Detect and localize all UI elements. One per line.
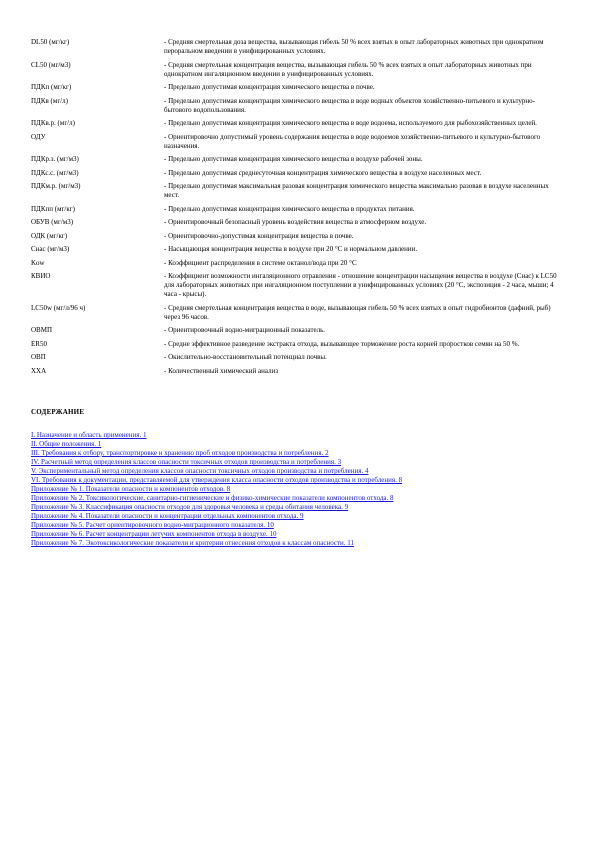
abbreviation-term: ПДКр.з. (мг/м3)	[31, 155, 79, 163]
abbreviation-definition: - Насыщающая концентрация вещества в воздухе при 20 °C и нормальном давлении.	[164, 245, 418, 253]
abbreviation-definition: - Ориентировочно допустимый уровень содержания вещества в воде водоемов хозяйственно-питьевого и культурно-бытового назначения.	[164, 132, 541, 150]
toc-link[interactable]: Приложение № 1. Показатели опасности и компонентов отходов. 8	[31, 485, 231, 493]
abbreviation-term: ОВП	[31, 353, 46, 361]
abbreviation-definition: - Предельно допустимая концентрация химического вещества в воде водных объектов хозяйственно-питьевого и культурно-бытового водопользования.	[164, 96, 536, 114]
toc-link[interactable]: Приложение № 5. Расчет ориентировочного водно-миграционного показателя. 10	[31, 521, 274, 529]
abbreviation-row	[31, 367, 562, 381]
abbreviation-term: LC50w (мг/л/96 ч)	[31, 303, 86, 312]
abbreviation-row	[31, 304, 562, 327]
toc-link[interactable]: Приложение № 7. Экотоксикологические показатели и критерии отнесения отходов к классам опасности. 11	[31, 539, 355, 547]
abbreviation-definition: - Средне эффективное разведение экстракта отхода, вызывающее торможение роста корней проростков семян на 50 %.	[164, 339, 520, 348]
toc-link[interactable]: VI. Требования к документации, представляемой для утверждения класса опасности отходов производства и потребления. 8	[31, 476, 403, 484]
abbreviation-term: ХХА	[31, 366, 47, 375]
toc-heading: СОДЕРЖАНИЕ	[31, 408, 85, 416]
abbreviation-term: Снас (мг/м3)	[31, 245, 70, 253]
abbreviation-definition: - Средняя смертельная концентрация вещества в воде, вызывающая гибель 50 % всех взятых в опыт гидробионтов (дафний, рыб) через 96 часов.	[164, 303, 551, 321]
abbreviation-term: ОВМП	[31, 326, 53, 334]
abbreviation-row	[31, 272, 562, 304]
abbreviation-definition: - Коэффициент возможности ингаляционного отравления - отношение концентрации насыщения вещества в воздухе (Снас) к LC50 для лабораторных животных при ингаляционном поступлении в унифицированных условиях (20 °C, экспозиция - 2 часа, мыши; 4 часа - крысы).	[164, 272, 557, 298]
toc-link[interactable]: V. Экспериментальный метод определения классов опасности токсичных отходов производства и потребления. 4	[31, 467, 369, 475]
abbreviation-row	[31, 119, 562, 133]
abbreviation-definition: - Средняя смертельная концентрация вещества, вызывающая гибель 50 % всех взятых в опыт лабораторных животных при однократном ингаляционном введении в унифицированных условиях.	[164, 60, 532, 78]
abbreviation-definition: - Предельно допустимая максимальная разовая концентрация химического вещества максимально разовая в воздухе населенных мест.	[164, 182, 549, 199]
abbreviation-definition: - Предельно допустимая концентрация химического вещества в почве.	[164, 83, 375, 91]
abbreviation-definition: - Ориентировочный безопасный уровень воздействия вещества в атмосферном воздухе.	[164, 218, 427, 226]
abbreviation-term: ПДКв (мг/л)	[31, 96, 68, 105]
abbreviation-definition: - Предельно допустимая концентрация химического вещества в воде водоема, используемого для рыбохозяйственных целей.	[164, 119, 537, 127]
abbreviation-row	[31, 259, 562, 273]
abbreviation-row	[31, 61, 562, 84]
abbreviation-definition: - Коэффициент распределения в системе октанол/вода при 20 °C	[164, 258, 357, 267]
abbreviation-definition: - Предельно допустимая концентрация химического вещества в воздухе рабочей зоны.	[164, 155, 423, 163]
abbreviations-table	[31, 38, 562, 380]
abbreviation-term: CL50 (мг/м3)	[31, 60, 71, 69]
abbreviation-term: ПДКпп (мг/кг)	[31, 204, 75, 213]
abbreviation-definition: - Средняя смертельная доза вещества, вызывающая гибель 50 % всех взятых в опыт лабораторных животных при однократном пероральном введении в унифицированных условиях.	[164, 38, 544, 55]
abbreviation-row	[31, 169, 562, 183]
abbreviation-row	[31, 340, 562, 354]
abbreviation-term: ER50	[31, 339, 47, 348]
abbreviation-row	[31, 97, 562, 120]
abbreviation-term: ОБУВ (мг/м3)	[31, 218, 74, 226]
abbreviation-row	[31, 326, 562, 340]
abbreviation-row	[31, 205, 562, 219]
abbreviation-row	[31, 155, 562, 169]
toc-link[interactable]: IV. Расчетный метод определения классов опасности токсичных отходов производства и потребления. 3	[31, 458, 342, 466]
abbreviation-row	[31, 353, 562, 367]
abbreviation-row	[31, 133, 562, 156]
abbreviation-term: ОДУ	[31, 132, 46, 141]
toc-link[interactable]: II. Общие положения. 1	[31, 440, 102, 448]
abbreviation-row	[31, 245, 562, 259]
toc-link[interactable]: Приложение № 4. Показатели опасности и концентрации отдельных компонентов отхода. 9	[31, 512, 304, 520]
abbreviation-definition: - Окислительно-восстановительный потенциал почвы.	[164, 353, 327, 361]
abbreviation-term: Kow	[31, 258, 45, 267]
toc-link[interactable]: III. Требования к отбору, транспортировке и хранению проб отходов производства и потребления. 2	[31, 449, 329, 457]
toc-link[interactable]: Приложение № 6. Расчет концентрации летучих компонентов отхода в воздухе. 10	[31, 530, 277, 538]
abbreviation-term: ПДКв.р. (мг/л)	[31, 119, 75, 127]
abbreviation-term: DL50 (мг/кг)	[31, 38, 70, 46]
abbreviation-row	[31, 38, 562, 61]
abbreviation-term: ПДКп (мг/кг)	[31, 83, 72, 91]
toc-link[interactable]: Приложение № 3. Классификация опасности отходов для здоровья человека и среды обитания человека. 9	[31, 503, 349, 511]
abbreviation-row	[31, 182, 562, 205]
abbreviation-term: КВИО	[31, 272, 51, 280]
toc-list	[31, 431, 461, 548]
abbreviation-definition: - Количественный химический анализ	[164, 366, 279, 375]
abbreviation-term: ПДКс.с. (мг/м3)	[31, 168, 79, 177]
abbreviation-definition: - Ориентировочный водно-миграционный показатель.	[164, 326, 326, 334]
abbreviation-row	[31, 232, 562, 246]
abbreviation-row	[31, 83, 562, 97]
toc-link[interactable]: I. Назначение и область применения. 1	[31, 431, 147, 439]
abbreviation-definition: - Ориентировочно-допустимая концентрация вещества в почве.	[164, 231, 354, 240]
abbreviation-term: ОДК (мг/кг)	[31, 231, 68, 240]
abbreviation-term: ПДКм.р. (мг/м3)	[31, 182, 81, 190]
abbreviation-definition: - Предельно допустимая концентрация химического вещества в продуктах питания.	[164, 204, 415, 213]
abbreviation-row	[31, 218, 562, 232]
abbreviation-definition: - Предельно допустимая среднесуточная концентрация химического вещества в воздухе населенных мест.	[164, 168, 482, 177]
toc-link[interactable]: Приложение № 2. Токсикологические, санитарно-гигиенические и физико-химические показатели компонентов отхода. 8	[31, 494, 394, 502]
